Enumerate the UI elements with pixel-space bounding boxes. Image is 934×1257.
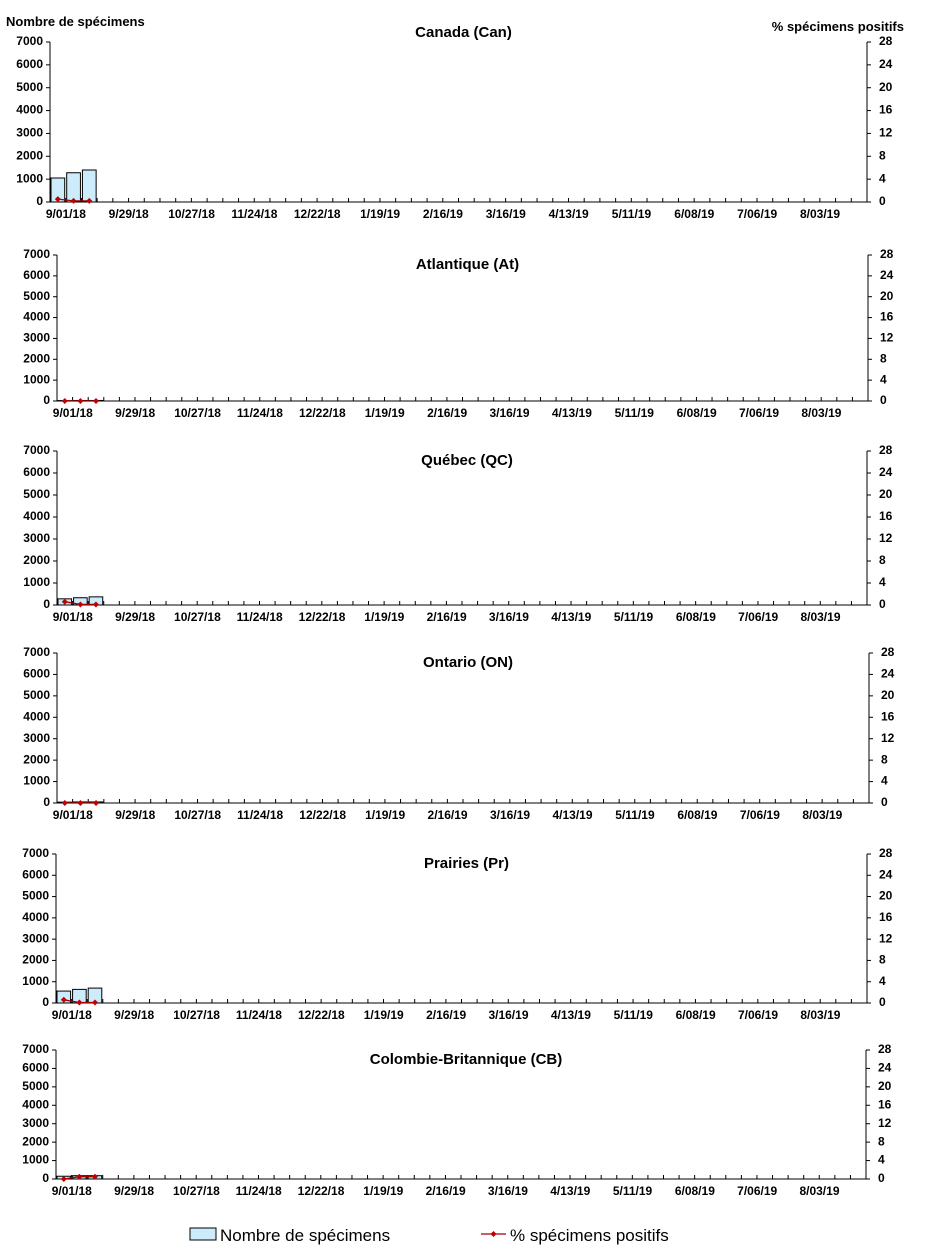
left-y-tick-label: 2000 xyxy=(23,351,50,366)
left-y-tick-label: 6000 xyxy=(23,465,50,480)
right-y-tick-label: 0 xyxy=(879,597,886,612)
left-y-tick-label: 1000 xyxy=(23,575,50,590)
left-y-tick-label: 2000 xyxy=(22,952,49,967)
x-tick-label: 4/13/19 xyxy=(548,207,589,221)
right-y-tick-label: 16 xyxy=(879,102,893,117)
chart-panel xyxy=(16,24,892,221)
x-tick-label: 3/16/19 xyxy=(490,808,531,822)
left-y-tick-label: 4000 xyxy=(23,509,50,524)
right-y-tick-label: 20 xyxy=(879,487,893,502)
x-tick-label: 9/29/18 xyxy=(108,207,149,221)
left-y-tick-label: 3000 xyxy=(23,330,50,345)
right-y-tick-label: 12 xyxy=(879,931,893,946)
x-tick-label: 12/22/18 xyxy=(297,1184,345,1198)
right-y-tick-label: 0 xyxy=(879,995,886,1010)
x-tick-label: 12/22/18 xyxy=(298,406,346,420)
x-tick-label: 1/19/19 xyxy=(365,808,406,822)
x-tick-label: 6/08/19 xyxy=(674,207,715,221)
left-y-tick-label: 2000 xyxy=(22,1134,49,1149)
x-tick-label: 6/08/19 xyxy=(675,1008,716,1022)
x-tick-label: 6/08/19 xyxy=(677,808,718,822)
x-tick-label: 2/16/19 xyxy=(427,406,468,420)
x-tick-label: 2/16/19 xyxy=(426,610,467,624)
right-y-tick-label: 0 xyxy=(878,1171,885,1186)
x-tick-label: 7/06/19 xyxy=(737,1184,778,1198)
x-tick-label: 6/08/19 xyxy=(676,406,717,420)
x-tick-label: 6/08/19 xyxy=(674,1184,715,1198)
positive-percent-point xyxy=(62,398,68,404)
left-y-tick-label: 0 xyxy=(42,1171,49,1186)
positive-percent-point xyxy=(77,398,83,404)
left-y-tick-label: 0 xyxy=(43,597,50,612)
left-y-tick-label: 2000 xyxy=(23,752,50,767)
x-tick-label: 5/11/19 xyxy=(613,610,654,624)
left-y-tick-label: 5000 xyxy=(23,688,50,703)
specimen-bar xyxy=(82,170,96,202)
left-y-tick-label: 5000 xyxy=(16,79,43,94)
right-y-tick-label: 24 xyxy=(880,268,894,283)
x-tick-label: 5/11/19 xyxy=(613,1008,653,1022)
x-tick-label: 9/01/18 xyxy=(51,1184,92,1198)
left-y-tick-label: 5000 xyxy=(22,1079,49,1094)
x-tick-label: 3/16/19 xyxy=(488,1008,529,1022)
right-y-tick-label: 12 xyxy=(881,730,895,745)
x-tick-label: 1/19/19 xyxy=(364,406,405,420)
x-tick-label: 12/22/18 xyxy=(299,808,347,822)
legend-bars-swatch xyxy=(190,1228,216,1240)
chart-title: Colombie-Britannique (CB) xyxy=(369,1050,563,1068)
x-tick-label: 10/27/18 xyxy=(168,207,215,221)
x-tick-label: 3/16/19 xyxy=(488,610,529,624)
x-tick-label: 11/24/18 xyxy=(236,406,283,420)
right-y-tick-label: 24 xyxy=(878,1060,892,1075)
left-y-tick-label: 1000 xyxy=(23,372,50,387)
right-y-tick-label: 4 xyxy=(878,1152,885,1167)
left-axis-title: Nombre de spécimens xyxy=(6,14,145,29)
x-tick-label: 3/16/19 xyxy=(485,207,526,221)
right-y-tick-label: 12 xyxy=(879,125,893,140)
charts-container xyxy=(16,24,894,1198)
right-y-tick-label: 28 xyxy=(880,247,894,262)
x-tick-label: 8/03/19 xyxy=(801,406,842,420)
left-y-tick-label: 6000 xyxy=(22,1060,49,1075)
x-tick-label: 9/01/18 xyxy=(45,207,86,221)
x-tick-label: 8/03/19 xyxy=(799,207,841,221)
left-y-tick-label: 0 xyxy=(43,795,50,810)
chart-panel xyxy=(22,846,892,1022)
left-y-tick-label: 3000 xyxy=(16,125,43,140)
right-y-tick-label: 28 xyxy=(879,846,893,861)
chart-panel xyxy=(23,443,892,624)
right-y-tick-label: 8 xyxy=(878,1134,885,1149)
right-y-tick-label: 4 xyxy=(879,973,886,988)
x-tick-label: 10/27/18 xyxy=(174,406,221,420)
x-tick-label: 6/08/19 xyxy=(675,610,716,624)
x-tick-label: 8/03/19 xyxy=(800,1008,841,1022)
x-tick-label: 11/24/18 xyxy=(235,1184,282,1198)
x-tick-label: 5/11/19 xyxy=(612,1184,653,1198)
right-y-tick-label: 8 xyxy=(880,351,887,366)
left-y-tick-label: 2000 xyxy=(16,148,43,163)
left-y-tick-label: 3000 xyxy=(22,931,49,946)
left-y-tick-label: 0 xyxy=(43,393,50,408)
x-tick-label: 5/11/19 xyxy=(611,207,652,221)
x-tick-label: 9/29/18 xyxy=(114,1008,155,1022)
chart-title: Canada (Can) xyxy=(415,23,512,41)
right-y-tick-label: 20 xyxy=(879,79,893,94)
right-y-tick-label: 16 xyxy=(881,709,895,724)
right-y-tick-label: 12 xyxy=(880,330,894,345)
left-y-tick-label: 5000 xyxy=(23,288,50,303)
right-y-tick-label: 24 xyxy=(879,465,893,480)
right-y-tick-label: 20 xyxy=(878,1079,892,1094)
x-tick-label: 10/27/18 xyxy=(173,1184,220,1198)
positive-percent-point xyxy=(77,800,83,806)
right-y-tick-label: 0 xyxy=(881,795,888,810)
right-y-tick-label: 4 xyxy=(879,575,886,590)
x-tick-label: 9/29/18 xyxy=(115,808,156,822)
right-y-tick-label: 20 xyxy=(880,288,894,303)
x-tick-label: 4/13/19 xyxy=(550,1008,591,1022)
chart-title: Prairies (Pr) xyxy=(423,854,510,872)
left-y-tick-label: 1000 xyxy=(23,773,50,788)
right-y-tick-label: 12 xyxy=(878,1115,892,1130)
legend-bars-label: Nombre de spécimens xyxy=(220,1226,391,1245)
right-y-tick-label: 28 xyxy=(878,1042,892,1057)
right-y-tick-label: 12 xyxy=(879,531,893,546)
x-tick-label: 12/22/18 xyxy=(297,1008,345,1022)
x-tick-label: 9/01/18 xyxy=(52,406,93,420)
left-y-tick-label: 7000 xyxy=(22,846,49,861)
x-tick-label: 11/24/18 xyxy=(236,610,283,624)
chart-title: Atlantique (At) xyxy=(415,255,520,273)
positive-percent-point xyxy=(93,800,99,806)
x-tick-label: 5/11/19 xyxy=(614,406,654,420)
left-y-tick-label: 6000 xyxy=(22,867,49,882)
left-y-tick-label: 7000 xyxy=(23,443,50,458)
x-tick-label: 7/06/19 xyxy=(738,1008,779,1022)
left-y-tick-label: 4000 xyxy=(16,102,43,117)
x-tick-label: 2/16/19 xyxy=(425,1184,466,1198)
left-y-tick-label: 7000 xyxy=(16,34,43,49)
left-y-tick-label: 7000 xyxy=(22,1042,49,1057)
x-tick-label: 7/06/19 xyxy=(739,808,780,822)
x-tick-label: 11/24/18 xyxy=(235,1008,282,1022)
legend xyxy=(190,1226,669,1245)
right-y-tick-label: 20 xyxy=(881,688,895,703)
right-y-tick-label: 8 xyxy=(879,553,886,568)
left-y-tick-label: 2000 xyxy=(23,553,50,568)
right-y-tick-label: 8 xyxy=(879,148,886,163)
right-y-tick-label: 4 xyxy=(879,171,886,186)
chart-panel xyxy=(23,645,894,822)
x-tick-label: 11/24/18 xyxy=(231,207,278,221)
x-tick-label: 7/06/19 xyxy=(738,610,779,624)
x-tick-label: 9/01/18 xyxy=(52,610,93,624)
x-tick-label: 5/11/19 xyxy=(615,808,655,822)
right-y-tick-label: 4 xyxy=(880,372,887,387)
legend-line-marker xyxy=(491,1231,497,1237)
specimen-bar xyxy=(67,173,81,202)
legend-line-label: % spécimens positifs xyxy=(510,1226,669,1245)
x-tick-label: 9/29/18 xyxy=(115,406,156,420)
x-tick-label: 1/19/19 xyxy=(363,1008,404,1022)
positive-percent-point xyxy=(93,398,99,404)
right-y-tick-label: 20 xyxy=(879,888,893,903)
x-tick-label: 8/03/19 xyxy=(799,1184,840,1198)
left-y-tick-label: 1000 xyxy=(22,1152,49,1167)
x-tick-label: 1/19/19 xyxy=(363,1184,404,1198)
right-y-tick-label: 0 xyxy=(880,393,887,408)
left-y-tick-label: 5000 xyxy=(22,888,49,903)
x-tick-label: 2/16/19 xyxy=(422,207,463,221)
left-y-tick-label: 5000 xyxy=(23,487,50,502)
x-tick-label: 9/29/18 xyxy=(115,610,156,624)
x-tick-label: 10/27/18 xyxy=(173,1008,220,1022)
right-y-tick-label: 28 xyxy=(879,34,893,49)
left-y-tick-label: 4000 xyxy=(22,1097,49,1112)
right-y-tick-label: 16 xyxy=(879,509,893,524)
x-tick-label: 3/16/19 xyxy=(489,406,530,420)
left-y-tick-label: 0 xyxy=(42,995,49,1010)
left-y-tick-label: 1000 xyxy=(22,973,49,988)
chart-title: Ontario (ON) xyxy=(423,653,513,671)
right-y-tick-label: 8 xyxy=(881,752,888,767)
positive-percent-point xyxy=(62,800,68,806)
left-y-tick-label: 3000 xyxy=(23,730,50,745)
right-y-tick-label: 24 xyxy=(881,666,895,681)
left-y-tick-label: 0 xyxy=(36,194,43,209)
left-y-tick-label: 3000 xyxy=(22,1115,49,1130)
left-y-tick-label: 4000 xyxy=(23,709,50,724)
left-y-tick-label: 7000 xyxy=(23,247,50,262)
x-tick-label: 7/06/19 xyxy=(739,406,780,420)
chart-panel xyxy=(23,247,893,420)
left-y-tick-label: 1000 xyxy=(16,171,43,186)
x-tick-label: 9/29/18 xyxy=(114,1184,155,1198)
chart-title: Québec (QC) xyxy=(421,451,513,469)
x-tick-label: 3/16/19 xyxy=(487,1184,528,1198)
right-axis-title: % spécimens positifs xyxy=(771,19,904,34)
x-tick-label: 4/13/19 xyxy=(550,1184,591,1198)
x-tick-label: 1/19/19 xyxy=(360,207,401,221)
x-tick-label: 8/03/19 xyxy=(800,610,841,624)
x-tick-label: 10/27/18 xyxy=(174,808,222,822)
right-y-tick-label: 24 xyxy=(879,57,893,72)
left-y-tick-label: 7000 xyxy=(23,645,50,660)
x-tick-label: 10/27/18 xyxy=(174,610,221,624)
x-tick-label: 8/03/19 xyxy=(802,808,843,822)
right-y-tick-label: 16 xyxy=(880,309,894,324)
right-y-tick-label: 16 xyxy=(879,910,893,925)
right-y-tick-label: 4 xyxy=(881,773,888,788)
left-y-tick-label: 6000 xyxy=(16,57,43,72)
left-y-tick-label: 4000 xyxy=(22,910,49,925)
x-tick-label: 2/16/19 xyxy=(426,1008,467,1022)
right-y-tick-label: 0 xyxy=(879,194,886,209)
x-tick-label: 12/22/18 xyxy=(298,610,346,624)
x-tick-label: 4/13/19 xyxy=(551,406,592,420)
right-y-tick-label: 8 xyxy=(879,952,886,967)
x-tick-label: 11/24/18 xyxy=(237,808,284,822)
chart-panel xyxy=(22,1042,891,1198)
x-tick-label: 9/01/18 xyxy=(51,1008,92,1022)
left-y-tick-label: 6000 xyxy=(23,268,50,283)
x-tick-label: 7/06/19 xyxy=(737,207,778,221)
x-tick-label: 4/13/19 xyxy=(551,610,592,624)
x-tick-label: 4/13/19 xyxy=(552,808,593,822)
left-y-tick-label: 6000 xyxy=(23,666,50,681)
right-y-tick-label: 28 xyxy=(881,645,895,660)
x-tick-label: 12/22/18 xyxy=(293,207,341,221)
right-y-tick-label: 24 xyxy=(879,867,893,882)
x-tick-label: 1/19/19 xyxy=(364,610,405,624)
left-y-tick-label: 3000 xyxy=(23,531,50,546)
x-tick-label: 2/16/19 xyxy=(427,808,468,822)
left-y-tick-label: 4000 xyxy=(23,309,50,324)
right-y-tick-label: 16 xyxy=(878,1097,892,1112)
x-tick-label: 9/01/18 xyxy=(52,808,93,822)
right-y-tick-label: 28 xyxy=(879,443,893,458)
